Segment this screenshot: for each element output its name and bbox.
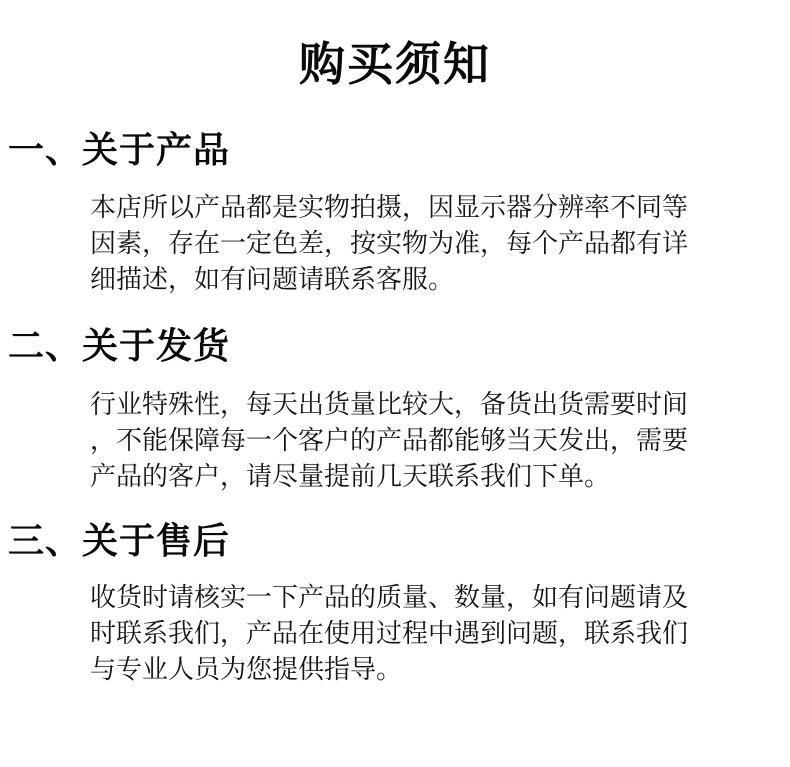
body-line: 因素，存在一定色差，按实物为准，每个产品都有详 [90, 229, 689, 259]
body-line: 与专业人员为您提供指导。 [90, 655, 403, 685]
body-line: 时联系我们，产品在使用过程中遇到问题，联系我们 [90, 619, 689, 649]
section-heading-aftersales: 三、关于售后 [8, 521, 231, 562]
body-line: 产品的客户，请尽量提前几天联系我们下单。 [90, 462, 611, 492]
page-title: 购买须知 [299, 37, 491, 91]
section-heading-product: 一、关于产品 [8, 130, 231, 171]
body-line: ，不能保障每一个客户的产品都能够当天发出，需要 [90, 426, 689, 456]
section-body-product [90, 190, 770, 298]
section-body-shipping [90, 387, 770, 495]
section-body-aftersales [90, 580, 770, 688]
section-heading-shipping: 二、关于发货 [8, 326, 231, 367]
body-line: 行业特殊性，每天出货量比较大，备货出货需要时间 [90, 390, 689, 420]
body-line: 细描述，如有问题请联系客服。 [90, 265, 455, 295]
body-line: 本店所以产品都是实物拍摄，因显示器分辨率不同等 [90, 193, 689, 223]
body-line: 收货时请核实一下产品的质量、数量，如有问题请及 [90, 583, 689, 613]
